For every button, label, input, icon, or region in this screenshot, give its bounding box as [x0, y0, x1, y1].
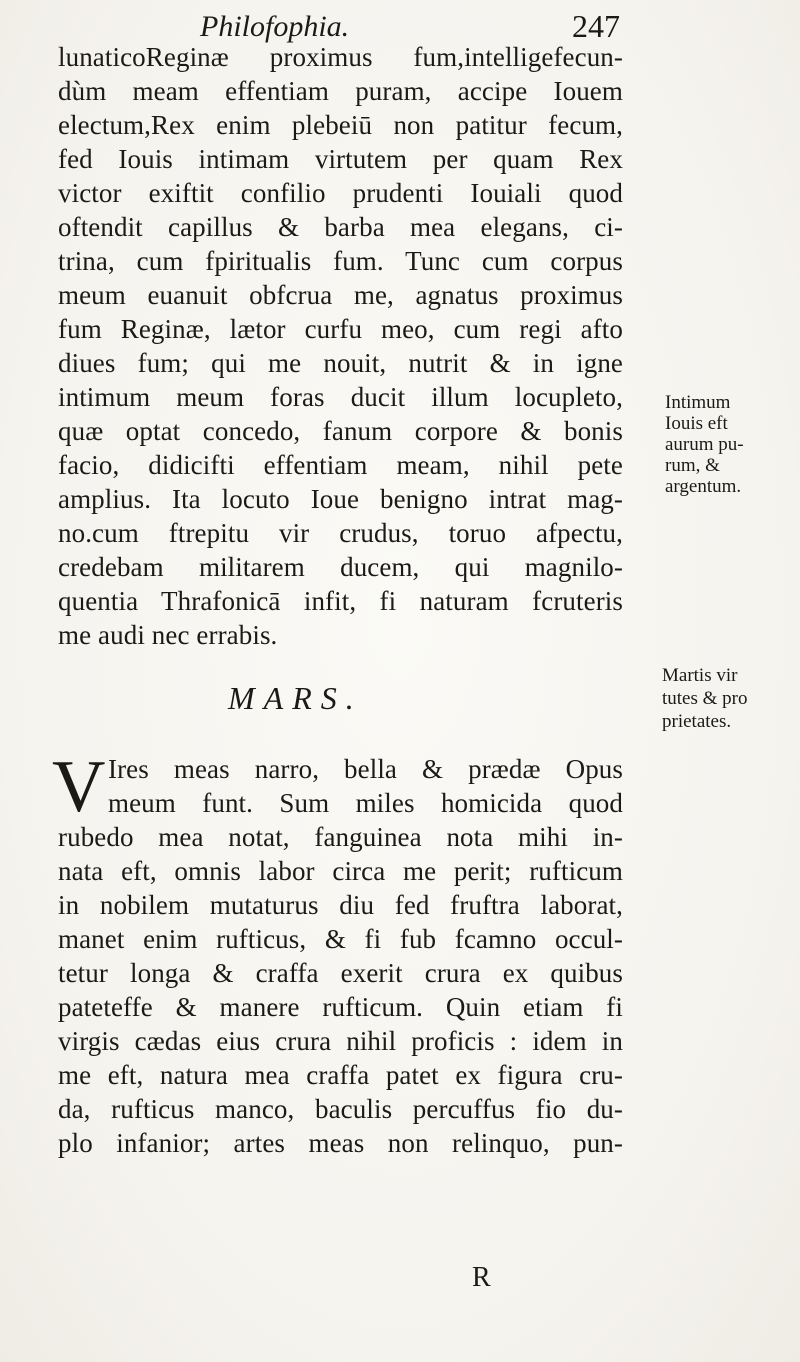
- text-line: oftendit capillus & barba mea elegans, ci-: [58, 212, 623, 242]
- page-number: 247: [572, 8, 620, 44]
- text-line: trina, cum fpiritualis fum. Tunc cum corpus: [58, 246, 623, 276]
- margin-note-line: aurum pu-: [665, 434, 744, 455]
- section-heading-mars: MARS.: [228, 680, 363, 716]
- text-line: in nobilem mutaturus diu fed fruftra laborat,: [58, 890, 623, 920]
- running-title: Philofophia.: [200, 10, 350, 43]
- text-line: plo infanior; artes meas non relinquo, pun-: [58, 1128, 623, 1158]
- margin-note-line: Martis vir: [662, 665, 738, 686]
- text-line: pateteffe & manere rufticum. Quin etiam fi: [58, 992, 623, 1022]
- text-line: fum Reginæ, lætor curfu meo, cum regi afto: [58, 314, 623, 344]
- text-line: intimum meum foras ducit illum locupleto,: [58, 382, 623, 412]
- signature-mark: R: [472, 1262, 491, 1293]
- text-line: dùm meam effentiam puram, accipe Iouem: [58, 76, 623, 106]
- margin-note-line: argentum.: [665, 476, 742, 497]
- text-line: Ires meas narro, bella & prædæ Opus: [108, 754, 623, 784]
- text-line: me audi nec errabis.: [58, 620, 278, 650]
- text-line: electum,Rex enim plebeiū non patitur fecum,: [58, 110, 623, 140]
- text-line: no.cum ftrepitu vir crudus, toruo afpectu,: [58, 518, 623, 548]
- text-line: quentia Thrafonicā infit, fi naturam fcruteris: [58, 586, 623, 616]
- text-line: rubedo mea notat, fanguinea nota mihi in-: [58, 822, 623, 852]
- text-line: manet enim rufticus, & fi fub fcamno occul-: [58, 924, 623, 954]
- text-line: da, rufticus manco, baculis percuffus fio du-: [58, 1094, 623, 1124]
- text-line: nata eft, omnis labor circa me perit; rufticum: [58, 856, 623, 886]
- text-line: me eft, natura mea craffa patet ex figura cru-: [58, 1060, 623, 1090]
- text-line: virgis cædas eius crura nihil proficis : idem in: [58, 1026, 623, 1056]
- margin-note-line: prietates.: [662, 711, 732, 732]
- margin-note-line: Intimum: [665, 392, 731, 413]
- margin-note-martis: [662, 664, 748, 733]
- text-line: facio, didicifti effentiam meam, nihil pete: [58, 450, 623, 480]
- margin-note-line: tutes & pro: [662, 688, 748, 709]
- text-line: meum euanuit obfcrua me, agnatus proximus: [58, 280, 623, 310]
- margin-note-intimum: [665, 392, 744, 497]
- text-line: meum funt. Sum miles homicida quod: [108, 788, 623, 818]
- margin-note-line: Iouis eft: [665, 413, 728, 434]
- text-line: fed Iouis intimam virtutem per quam Rex: [58, 144, 623, 174]
- text-line: quæ optat concedo, fanum corpore & bonis: [58, 416, 623, 446]
- text-line: lunaticoReginæ proximus fum,intelligefecun-: [58, 42, 623, 72]
- text-line: tetur longa & craffa exerit crura ex quibus: [58, 958, 623, 988]
- text-line: victor exiftit confilio prudenti Iouiali quod: [58, 178, 623, 208]
- drop-cap: V: [52, 746, 106, 828]
- text-line: credebam militarem ducem, qui magnilo-: [58, 552, 623, 582]
- text-line: amplius. Ita locuto Ioue benigno intrat mag-: [58, 484, 623, 514]
- text-line: diues fum; qui me nouit, nutrit & in igne: [58, 348, 623, 378]
- margin-note-line: rum, &: [665, 455, 720, 476]
